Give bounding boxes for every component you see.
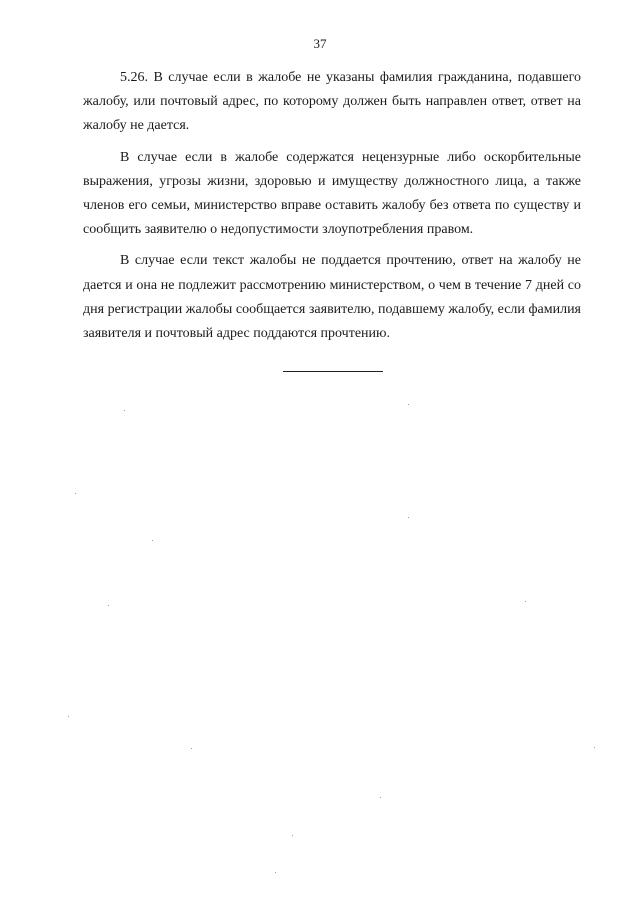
scan-speck	[594, 747, 595, 748]
scan-speck	[292, 835, 293, 836]
scan-speck	[75, 493, 76, 494]
scan-speck	[152, 540, 153, 541]
page-number: 37	[313, 36, 327, 51]
scan-speck	[124, 410, 125, 411]
end-of-text-rule	[283, 371, 383, 372]
scan-speck	[68, 716, 69, 717]
scan-speck	[380, 797, 381, 798]
scan-speck	[408, 517, 409, 518]
scan-speck	[525, 601, 526, 602]
scan-speck	[191, 748, 192, 749]
paragraph-obscene-language: В случае если в жалобе содержатся нецензурные либо оскорбительные выражения, угрозы жизни, здоровью и имуществу должностного лица, а также членов его семьи, министерство вправе оставить жалобу без ответа по существу и сообщить заявителю о недопустимости злоупотребления правом.	[83, 149, 581, 238]
paragraph-5-26: 5.26. В случае если в жалобе не указаны фамилия гражданина, подавшего жалобу, или почтовый адрес, по которому должен быть направлен ответ, ответ на жалобу не дается.	[83, 70, 581, 134]
document-body	[83, 66, 581, 353]
paragraph-illegible-text: В случае если текст жалобы не поддается прочтению, ответ на жалобу не дается и она не подлежит рассмотрению министерством, о чем в течение 7 дней со дня регистрации жалобы сообщается заявителю, подавшему жалобу, если фамилия заявителя и почтовый адрес поддаются прочтению.	[83, 253, 581, 342]
scan-speck	[108, 605, 109, 606]
scan-speck	[408, 404, 409, 405]
scan-speck	[275, 872, 276, 873]
